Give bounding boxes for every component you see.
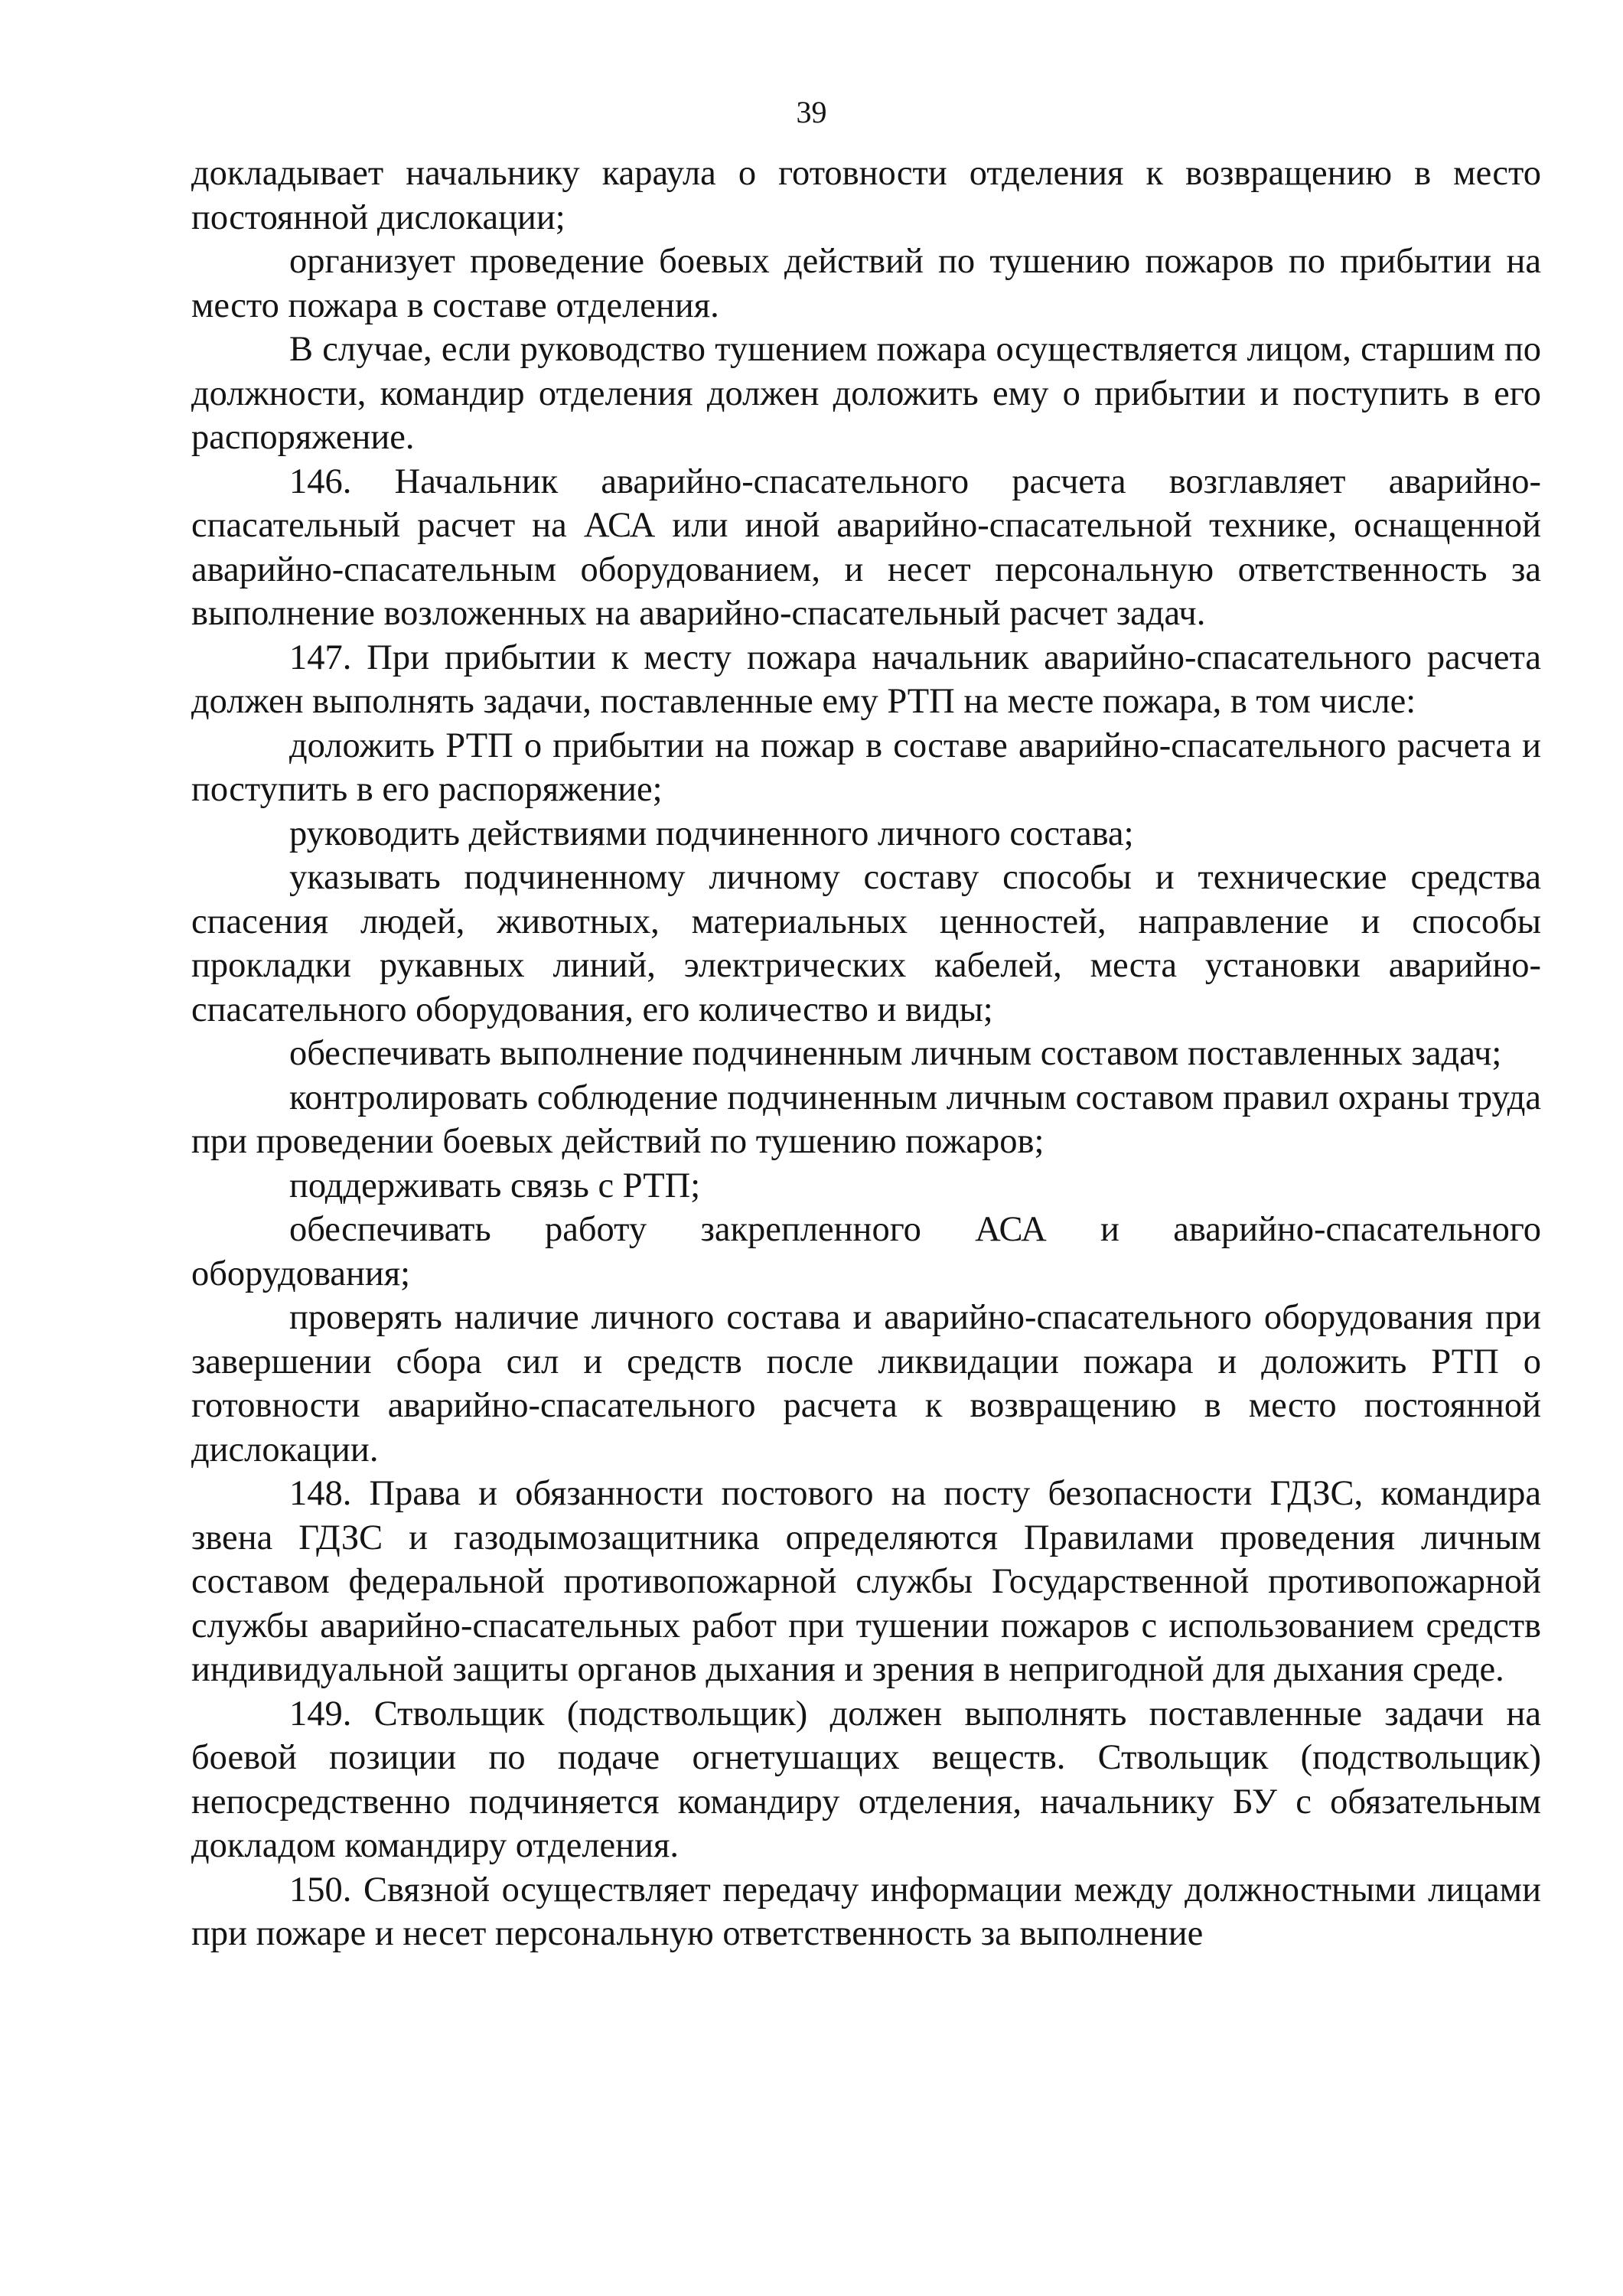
document-body (191, 152, 1541, 1956)
paragraph-147: 147. При прибытии к месту пожара начальник аварийно-спасательного расчета должен выполнять задачи, поставленные ему РТП на месте пожара, в том числе: (191, 638, 1541, 721)
paragraph-organizes-actions: организует проведение боевых действий по тушению пожаров по прибытии на место пожара в составе отделения. (191, 242, 1541, 325)
paragraph-ensure-equipment: обеспечивать работу закрепленного АСА и аварийно-спасательного оборудования; (191, 1210, 1541, 1293)
paragraph-lead-personnel: руководить действиями подчиненного личного состава; (289, 814, 1134, 853)
paragraph-indicate-methods: указывать подчиненному личному составу способы и технические средства спасения людей, животных, материальных ценностей, направление и способы прокладки рукавных линий, электрических кабелей, места установки аварийно-спасательного оборудования, его количество и виды; (191, 858, 1541, 1029)
paragraph-ensure-tasks: обеспечивать выполнение подчиненным личным составом поставленных задач; (289, 1034, 1502, 1073)
paragraph-reports-readiness: докладывает начальнику караула о готовности отделения к возвращению в место постоянной дислокации; (191, 154, 1541, 237)
paragraph-149: 149. Ствольщик (подствольщик) должен выполнять поставленные задачи на боевой позиции по подаче огнетушащих веществ. Ствольщик (подствольщик) непосредственно подчиняется командиру отделения, начальнику БУ с обязательным докладом командиру отделения. (191, 1694, 1541, 1865)
paragraph-150: 150. Связной осуществляет передачу информации между должностными лицами при пожаре и несет персональную ответственность за выполнение (191, 1870, 1541, 1953)
paragraph-check-personnel: проверять наличие личного состава и аварийно-спасательного оборудования при завершении сбора сил и средств после ликвидации пожара и доложить РТП о готовности аварийно-спасательного расчета к возвращению в место постоянной дислокации. (191, 1298, 1541, 1469)
paragraph-control-safety: контролировать соблюдение подчиненным личным составом правил охраны труда при проведении боевых действий по тушению пожаров; (191, 1078, 1541, 1161)
paragraph-146: 146. Начальник аварийно-спасательного расчета возглавляет аварийно-спасательный расчет на АСА или иной аварийно-спасательной технике, оснащенной аварийно-спасательным оборудованием, и несет персональную ответственность за выполнение возложенных на аварийно-спасательный расчет задач. (191, 461, 1541, 633)
paragraph-148: 148. Права и обязанности постового на посту безопасности ГДЗС, командира звена ГДЗС и газодымозащитника определяются Правилами проведения личным составом федеральной противопожарной службы Государственной противопожарной службы аварийно-спасательных работ при тушении пожаров с использованием средств индивидуальной защиты органов дыхания и зрения в непригодной для дыхания среде. (191, 1474, 1541, 1689)
paragraph-senior-leadership: В случае, если руководство тушением пожара осуществляется лицом, старшим по должности, командир отделения должен доложить ему о прибытии и поступить в его распоряжение. (191, 330, 1541, 457)
paragraph-report-arrival: доложить РТП о прибытии на пожар в составе аварийно-спасательного расчета и поступить в его распоряжение; (191, 726, 1541, 809)
page-number: 39 (796, 95, 827, 129)
paragraph-maintain-contact: поддерживать связь с РТП; (289, 1166, 701, 1205)
